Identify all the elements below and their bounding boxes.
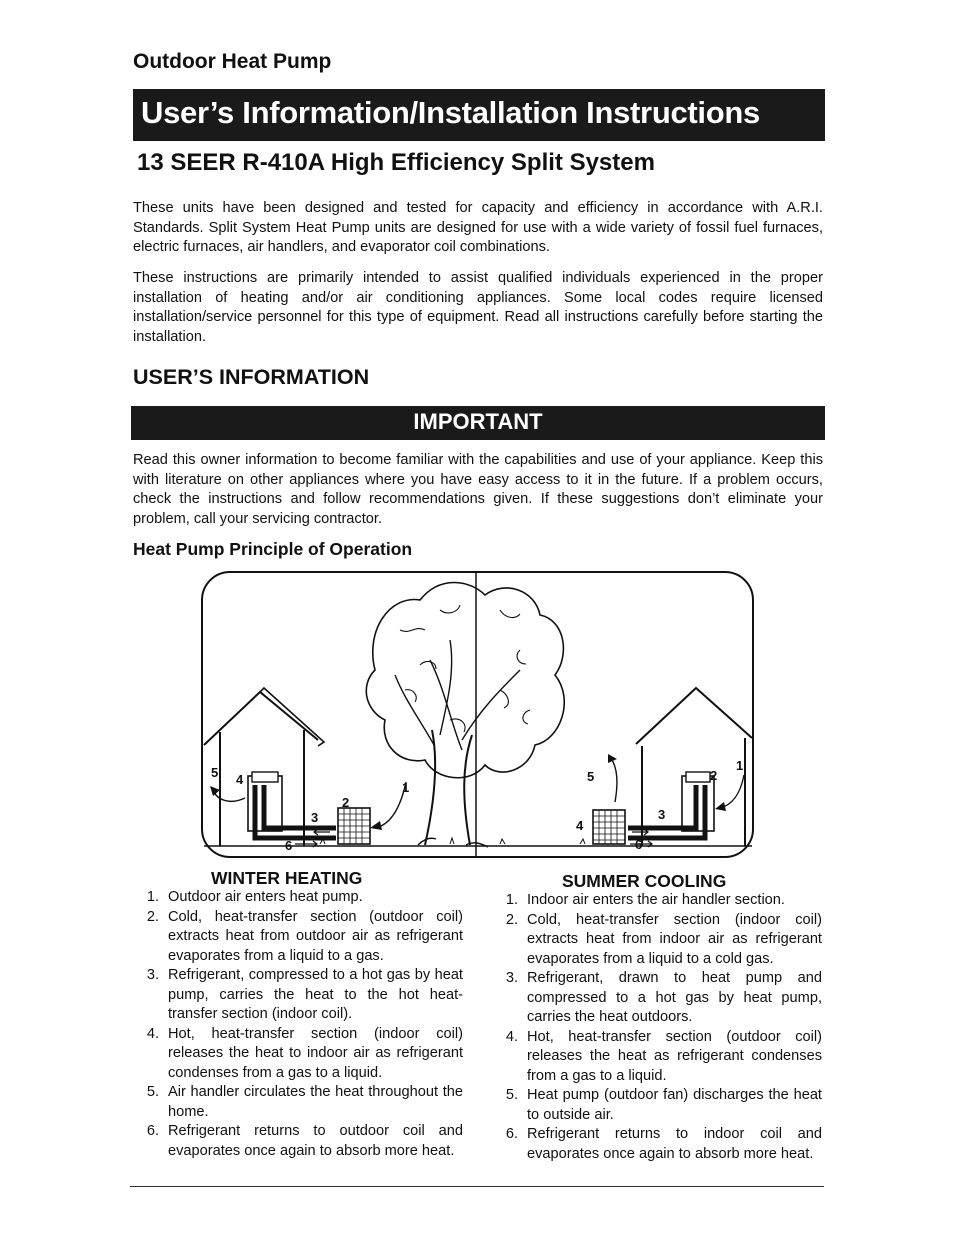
list-item: 5. Heat pump (outdoor fan) discharges the heat to outside air. <box>505 1087 822 1123</box>
list-item: 5. Air handler circulates the heat throughout the home. <box>146 1084 463 1120</box>
summer-label-5: 5 <box>587 769 595 784</box>
winter-label-5: 5 <box>211 765 219 780</box>
summer-label-6: 6 <box>635 837 643 852</box>
winter-arrow-5 <box>214 792 245 801</box>
winter-label-4: 4 <box>236 772 244 787</box>
list-item: 2. Cold, heat-transfer section (outdoor coil) extracts heat from outdoor air as refrigerant evaporates from a liquid to a gas. <box>146 908 463 964</box>
users-information-heading: USER’S INFORMATION <box>133 365 370 389</box>
list-item: 6. Refrigerant returns to indoor coil and evaporates once again to absorb more heat. <box>505 1126 822 1162</box>
list-item: 1. Indoor air enters the air handler section. <box>505 892 785 908</box>
tree-texture <box>400 605 530 732</box>
diagram-frame <box>202 572 753 857</box>
winter-label-2: 2 <box>342 795 350 810</box>
intro-paragraph-2: These instructions are primarily intended to assist qualified individuals experienced in the proper installation of heating and/or air conditioning appliances. Some local codes require licensed installation/service personnel for this type of equipment. Read all instructions carefully before starting the installation. <box>133 270 823 345</box>
tree-branches <box>395 640 520 750</box>
summer-arrow-1-head <box>715 802 726 811</box>
winter-roof <box>204 692 318 745</box>
winter-label-3: 3 <box>311 810 319 825</box>
list-item: 4. Hot, heat-transfer section (outdoor coil) releases the heat as refrigerant condenses from a gas to a liquid. <box>505 1028 822 1084</box>
winter-outdoor-unit <box>338 808 370 844</box>
list-item: 3. Refrigerant, compressed to a hot gas by heat pump, carries the heat to the hot heat-transfer section (indoor coil). <box>146 967 463 1022</box>
winter-arrow-1-head <box>370 821 382 830</box>
winter-steps-list <box>141 888 463 1161</box>
important-label: IMPORTANT <box>413 409 543 434</box>
summer-steps-list <box>500 891 822 1164</box>
heat-pump-diagram <box>200 570 756 860</box>
owner-information-paragraph: Read this owner information to become familiar with the capabilities and use of your appliance. Keep this with literature on other appliances where you have easy access to it in the future. If a problem occurs, check the instructions and follow recommendations given. If these suggestions don’t eliminate your problem, call your servicing contractor. <box>133 452 823 527</box>
summer-outdoor-unit <box>593 810 625 844</box>
summer-label-1: 1 <box>736 758 744 773</box>
bottom-divider <box>130 1186 824 1187</box>
summer-roof <box>636 688 752 744</box>
list-item: 2. Cold, heat-transfer section (indoor coil) extracts heat from indoor air as refrigerant evaporates from a liquid to a cold gas. <box>505 911 822 967</box>
list-item: 1. Outdoor air enters heat pump. <box>146 889 363 905</box>
tree-canopy <box>366 583 564 778</box>
list-item: 3. Refrigerant, drawn to heat pump and compressed to a hot gas by heat pump, carries the heat outdoors. <box>505 970 822 1025</box>
winter-label-6: 6 <box>285 838 293 853</box>
intro-paragraph-1: These units have been designed and tested for capacity and efficiency in accordance with A.R.I. Standards. Split System Heat Pump units are designed for use with a wide variety of fossil fuel furnaces, electric furnaces, air handlers, and evaporator coil combinations. <box>133 200 823 255</box>
winter-air-handler <box>252 772 278 782</box>
winter-label-1: 1 <box>402 780 410 795</box>
tree-illustration <box>366 583 564 848</box>
summer-label-3: 3 <box>658 807 666 822</box>
list-item: 6. Refrigerant returns to outdoor coil and evaporates once again to absorb more heat. <box>146 1123 463 1159</box>
document-title: User’s Information/Installation Instructions <box>141 95 760 130</box>
list-item: 4. Hot, heat-transfer section (indoor coil) releases the heat to indoor air as refrigerant condenses from a gas to a liquid. <box>146 1025 463 1081</box>
summer-label-2: 2 <box>710 768 718 783</box>
summer-label-4: 4 <box>576 818 584 833</box>
summer-cooling-title: SUMMER COOLING <box>562 871 727 891</box>
summer-air-handler <box>686 772 710 782</box>
product-label: Outdoor Heat Pump <box>133 50 332 73</box>
summer-arrow-5 <box>612 760 617 802</box>
principle-heading: Heat Pump Principle of Operation <box>133 539 413 559</box>
tree-trunk <box>425 730 472 845</box>
winter-heating-title: WINTER HEATING <box>211 868 363 888</box>
document-subtitle: 13 SEER R-410A High Efficiency Split System <box>137 149 655 176</box>
